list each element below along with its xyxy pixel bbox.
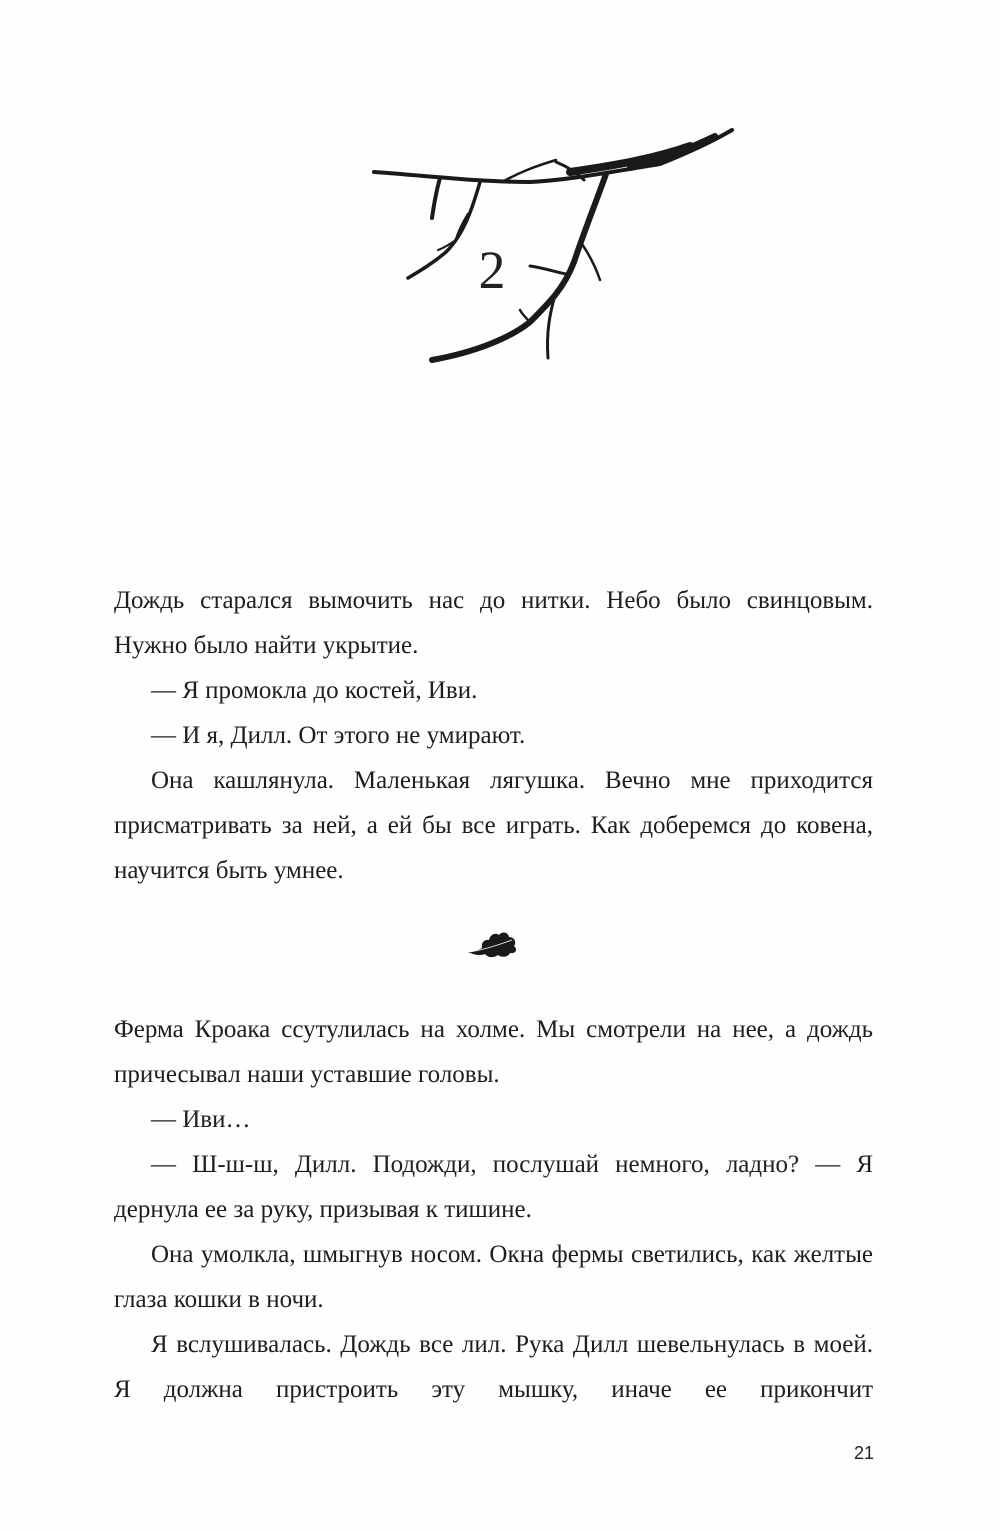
oak-leaf-icon [464,928,520,960]
page-number: 21 [853,1443,874,1463]
paragraph: — Иви… [151,1106,251,1133]
paragraph: Ферма Кроака ссутулилась на холме. Мы смотрели на нее, а дождь причесывал наши уставшие головы. [114,1016,873,1088]
paragraph: Она кашлянула. Маленькая лягушка. Вечно мне приходится присматривать за ней, а ей бы все играть. Как доберемся до ковена, научится быть умнее. [114,767,873,884]
text-section-1 [114,578,873,893]
tree-branch-icon [370,122,740,367]
chapter-number: 2 [478,240,506,300]
paragraph: — Я промокла до костей, Иви. [151,677,478,704]
paragraph: — Ш-ш-ш, Дилл. Подожди, послушай немного, ладно? — Я дернула ее за руку, призывая к тишине. [114,1151,873,1223]
paragraph: Я вслушивалась. Дождь все лил. Рука Дилл шевельнулась в моей. Я должна пристроить эту мышку, иначе ее прикончит [114,1331,873,1403]
paragraph: Дождь старался вымочить нас до нитки. Небо было свинцовым. Нужно было найти укрытие. [114,587,873,659]
paragraph: Она умолкла, шмыгнув носом. Окна фермы светились, как желтые глаза кошки в ночи. [114,1241,873,1313]
paragraph: — И я, Дилл. От этого не умирают. [151,722,526,749]
text-section-2 [114,1007,873,1412]
